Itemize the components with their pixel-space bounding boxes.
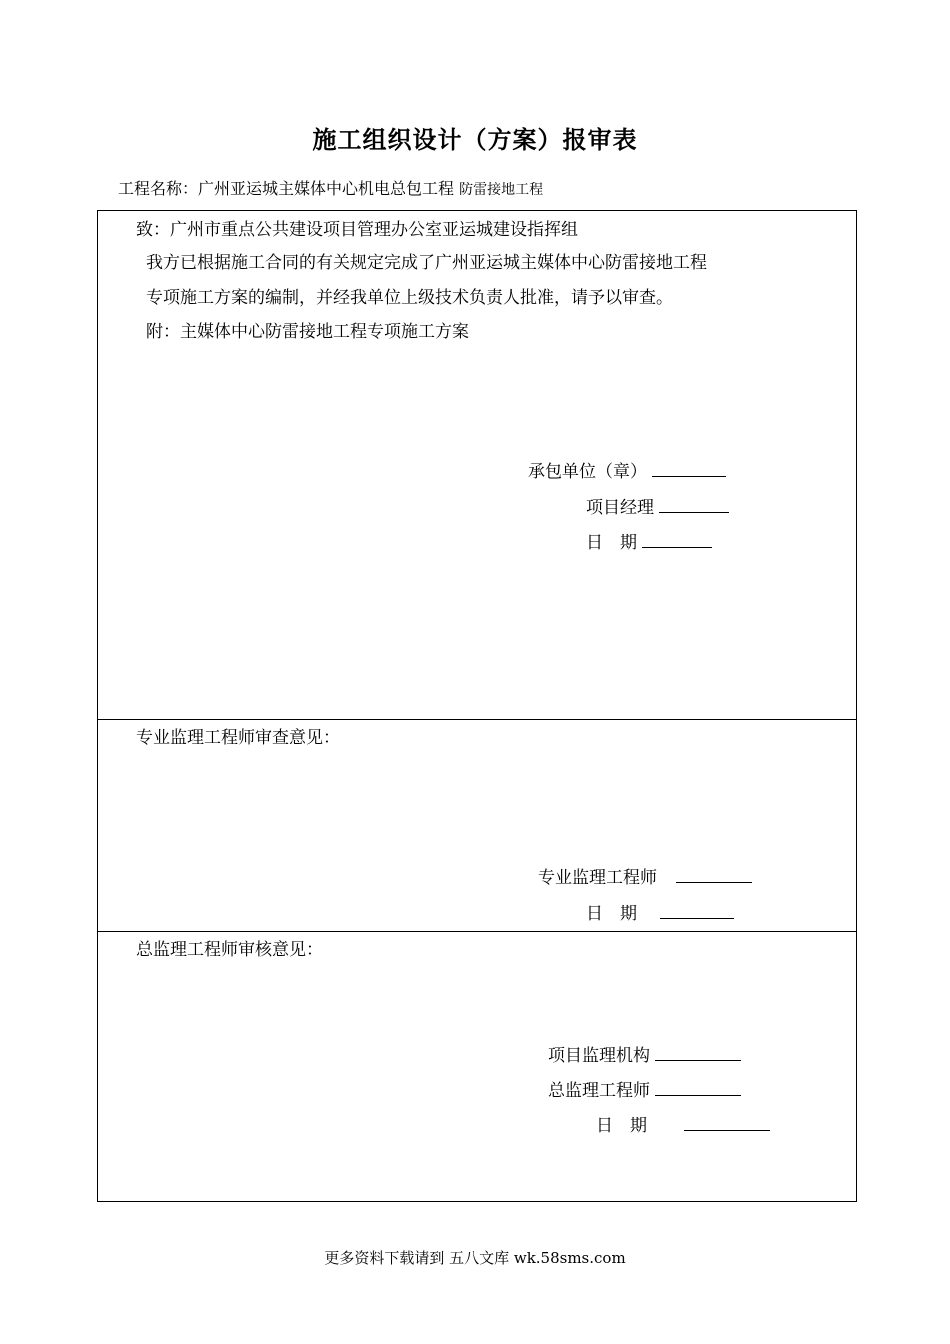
org-signature-row bbox=[548, 1041, 741, 1066]
engineer-review-section bbox=[98, 719, 856, 932]
date-blank-3[interactable] bbox=[684, 1114, 770, 1131]
chief-label: 总监理工程师 bbox=[548, 1081, 650, 1101]
date-label-1: 日 期 bbox=[586, 533, 637, 553]
manager-signature-row bbox=[586, 493, 729, 518]
project-name-suffix: 防雷接地工程 bbox=[459, 182, 544, 198]
body-line-2: 专项施工方案的编制，并经我单位上级技术负责人批准，请予以审查。 bbox=[146, 288, 673, 308]
submission-section bbox=[98, 211, 856, 720]
org-label: 项目监理机构 bbox=[548, 1046, 650, 1066]
date-blank-1[interactable] bbox=[642, 531, 712, 548]
engineer-signature-row bbox=[538, 863, 752, 888]
chief-signature-blank[interactable] bbox=[655, 1079, 741, 1096]
review-form-table bbox=[97, 210, 857, 1202]
body-line-1: 我方已根据施工合同的有关规定完成了广州亚运城主媒体中心防雷接地工程 bbox=[146, 253, 707, 273]
engineer-review-heading: 专业监理工程师审查意见： bbox=[136, 728, 340, 748]
manager-label: 项目经理 bbox=[586, 498, 654, 518]
contractor-label: 承包单位（章） bbox=[528, 462, 647, 482]
project-name-label: 工程名称：广州亚运城主媒体中心机电总包工程 bbox=[118, 179, 455, 198]
contractor-signature-blank[interactable] bbox=[652, 460, 726, 477]
document-title: 施工组织设计（方案）报审表 bbox=[312, 125, 638, 154]
footer-link[interactable]: 更多资料下载请到 五八文库 wk.58sms.com bbox=[324, 1249, 626, 1267]
org-signature-blank[interactable] bbox=[655, 1044, 741, 1061]
project-name-line bbox=[118, 176, 543, 199]
chief-signature-row bbox=[548, 1076, 741, 1101]
date-label-2: 日 期 bbox=[586, 904, 637, 924]
attachment-line: 附：主媒体中心防雷接地工程专项施工方案 bbox=[146, 322, 469, 342]
date-row-2 bbox=[586, 899, 734, 924]
date-row-1 bbox=[586, 528, 712, 553]
date-blank-2[interactable] bbox=[660, 902, 734, 919]
chief-review-section bbox=[98, 931, 856, 1201]
addressee-line: 致：广州市重点公共建设项目管理办公室亚运城建设指挥组 bbox=[136, 220, 578, 240]
chief-review-heading: 总监理工程师审核意见： bbox=[136, 940, 323, 960]
manager-signature-blank[interactable] bbox=[659, 496, 729, 513]
date-label-3: 日 期 bbox=[596, 1116, 647, 1136]
engineer-label: 专业监理工程师 bbox=[538, 868, 657, 888]
date-row-3 bbox=[596, 1111, 770, 1136]
engineer-signature-blank[interactable] bbox=[676, 866, 752, 883]
contractor-signature-row bbox=[528, 457, 726, 482]
